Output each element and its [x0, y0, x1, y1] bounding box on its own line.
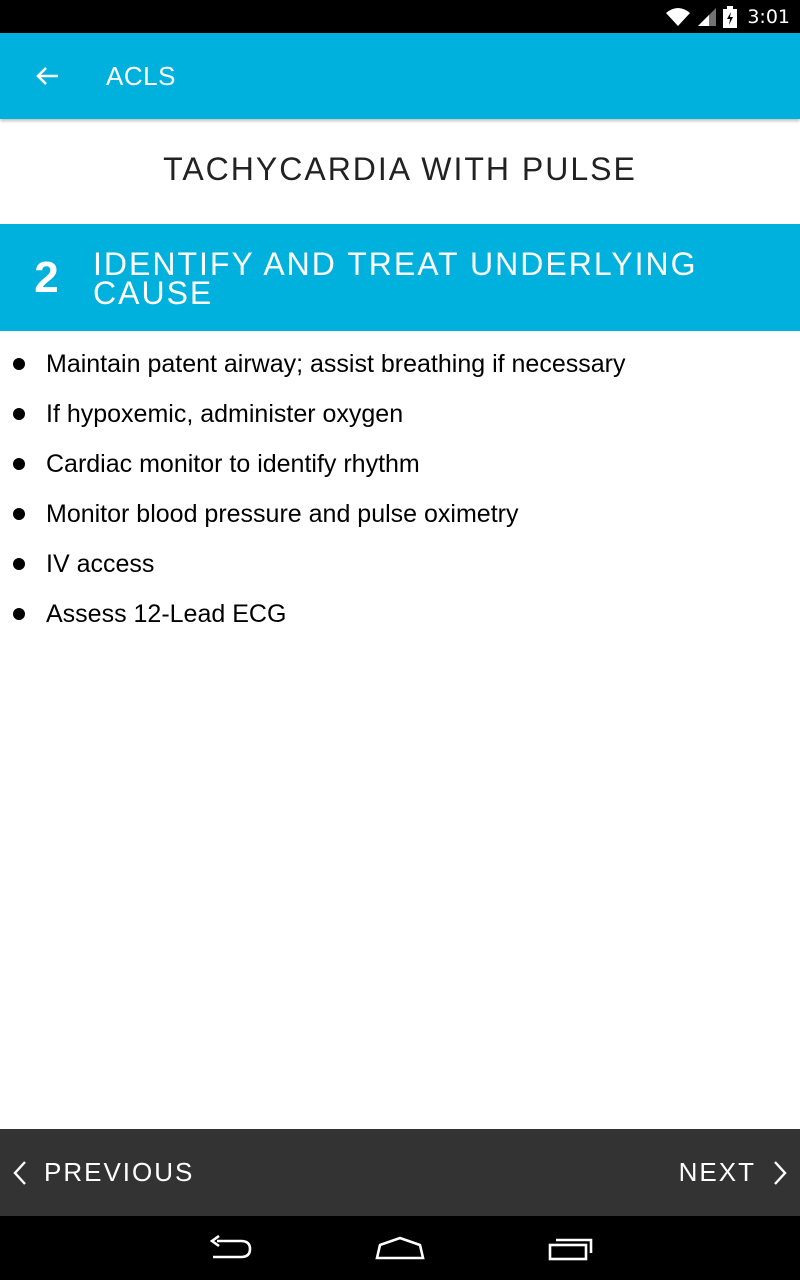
list-item [0, 339, 800, 389]
home-icon [374, 1235, 426, 1261]
bullet-text: Assess 12-Lead ECG [46, 599, 287, 628]
back-icon [207, 1235, 253, 1261]
arrow-left-icon [36, 66, 60, 86]
back-button[interactable] [0, 33, 96, 119]
cell-signal-icon [697, 7, 717, 27]
recents-icon [546, 1235, 594, 1261]
page-title: TACHYCARDIA WITH PULSE [163, 151, 637, 187]
system-recents-button[interactable] [535, 1216, 605, 1280]
previous-button[interactable] [0, 1129, 194, 1216]
list-item [0, 389, 800, 439]
bullet-text: IV access [46, 549, 155, 578]
status-bar [0, 0, 800, 33]
list-item [0, 589, 800, 639]
app-bar [0, 33, 800, 119]
chevron-left-icon [12, 1160, 28, 1186]
next-label: NEXT [678, 1157, 756, 1187]
chevron-right-icon [772, 1160, 788, 1186]
bullet-text: If hypoxemic, administer oxygen [46, 399, 404, 428]
status-time: 3:01 [747, 5, 790, 28]
bullet-text: Maintain patent airway; assist breathing if necessary [46, 349, 626, 378]
step-title: IDENTIFY AND TREAT UNDERLYING CAUSE [93, 245, 698, 311]
next-button[interactable] [679, 1129, 800, 1216]
bullet-dot [13, 408, 25, 420]
pager-bar [0, 1129, 800, 1216]
system-nav-bar [0, 1216, 800, 1280]
bullet-dot [13, 458, 25, 470]
wifi-icon [665, 7, 691, 27]
step-banner [0, 224, 800, 331]
bullet-dot [13, 558, 25, 570]
previous-label: PREVIOUS [44, 1157, 195, 1187]
bullet-dot [13, 358, 25, 370]
bullet-text: Monitor blood pressure and pulse oximetry [46, 499, 519, 528]
list-item [0, 489, 800, 539]
bullet-text: Cardiac monitor to identify rhythm [46, 449, 420, 478]
bullet-list [0, 339, 800, 639]
list-item [0, 439, 800, 489]
app-title: ACLS [106, 60, 176, 91]
system-home-button[interactable] [365, 1216, 435, 1280]
battery-charging-icon [723, 6, 737, 28]
bullet-dot [13, 508, 25, 520]
bullet-dot [13, 608, 25, 620]
step-number: 2 [34, 252, 59, 302]
list-item [0, 539, 800, 589]
system-back-button[interactable] [195, 1216, 265, 1280]
